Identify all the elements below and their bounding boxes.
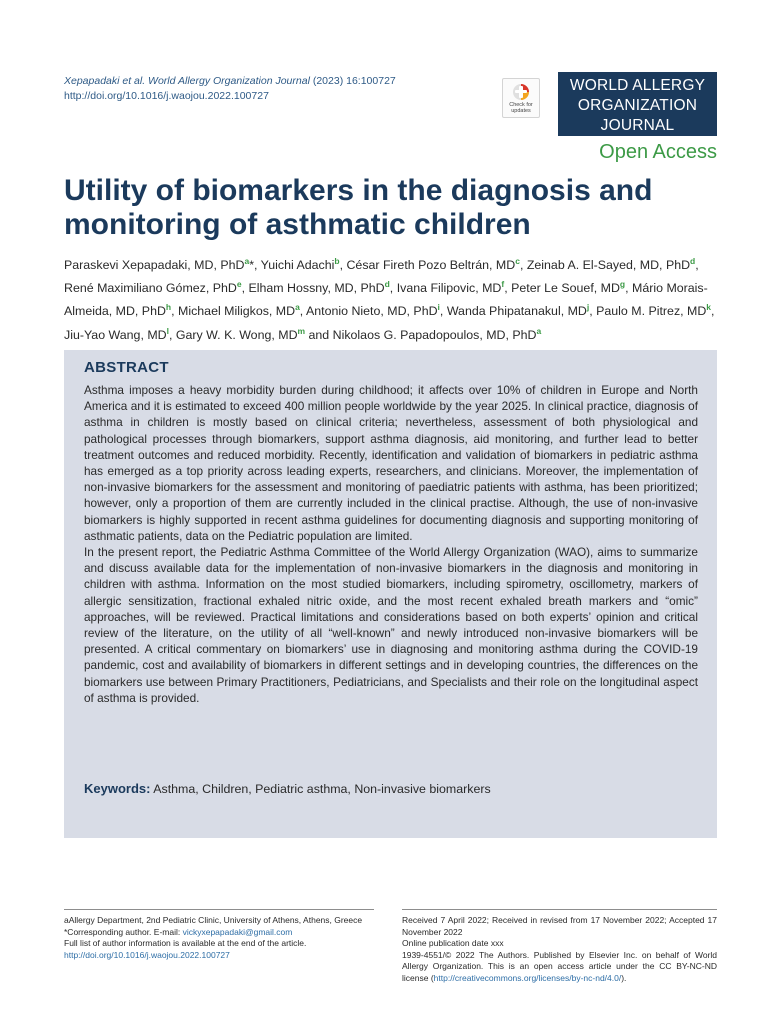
author-name: César Fireth Pozo Beltrán, MD bbox=[346, 258, 516, 273]
keywords-line bbox=[84, 781, 491, 796]
author-affiliation-marker[interactable]: m bbox=[297, 325, 306, 336]
author-separator: , bbox=[168, 327, 176, 342]
author-item bbox=[261, 258, 347, 272]
author-separator: , bbox=[389, 281, 397, 296]
author-name: René Maximiliano Gómez, PhD bbox=[64, 281, 237, 296]
license-note bbox=[402, 950, 717, 985]
author-item bbox=[64, 258, 261, 272]
journal-ref: Xepapadaki et al. World Allergy Organization Journal bbox=[64, 75, 310, 87]
journal-logo[interactable] bbox=[558, 72, 717, 136]
license-end: ). bbox=[621, 972, 627, 983]
author-affiliation-marker[interactable]: l bbox=[166, 325, 169, 336]
crossmark-label: Check for updates bbox=[509, 102, 533, 114]
author-list bbox=[64, 252, 724, 345]
license-text: 1939-4551/© 2022 The Authors. Published by Elsevier Inc. on behalf of World Allergy Organization. This is an open access article under the CC BY-NC-ND license ( bbox=[402, 949, 717, 983]
corresponding-prefix: *Corresponding author. E-mail: bbox=[64, 926, 183, 937]
abstract-box bbox=[64, 350, 717, 838]
footnotes-left bbox=[64, 915, 374, 961]
author-name: Nikolaos G. Papadopoulos, MD, PhD bbox=[332, 327, 537, 342]
abstract-heading: ABSTRACT bbox=[84, 359, 169, 376]
author-item bbox=[332, 325, 542, 342]
author-separator: , bbox=[299, 304, 306, 319]
author-name: Mário Morais-Almeida, MD, PhD bbox=[64, 281, 708, 319]
author-name: Paulo M. Pitrez, MD bbox=[596, 304, 707, 319]
author-item bbox=[178, 304, 306, 318]
author-separator: , bbox=[339, 258, 347, 273]
author-name: Michael Miligkos, MD bbox=[178, 304, 296, 319]
author-name: Peter Le Souef, MD bbox=[511, 281, 620, 296]
author-name: Antonio Nieto, MD, PhD bbox=[306, 304, 438, 319]
keywords-value: Asthma, Children, Pediatric asthma, Non-invasive biomarkers bbox=[153, 782, 491, 796]
author-affiliation-marker[interactable]: j bbox=[586, 302, 590, 313]
author-name: Ivana Filipovic, MD bbox=[396, 281, 502, 296]
doi-link[interactable]: http://doi.org/10.1016/j.waojou.2022.100727 bbox=[64, 90, 269, 102]
year-volume: (2023) 16:100727 bbox=[309, 75, 396, 87]
journal-logo-line1: WORLD ALLERGY bbox=[569, 77, 706, 94]
license-link[interactable]: http://creativecommons.org/licenses/by-nc-nd/4.0/ bbox=[433, 972, 622, 983]
footer-doi-link[interactable]: http://doi.org/10.1016/j.waojou.2022.100727 bbox=[64, 949, 230, 960]
author-item bbox=[248, 281, 396, 295]
author-name: Wanda Phipatanakul, MD bbox=[446, 304, 587, 319]
author-separator: , bbox=[519, 258, 527, 273]
author-separator: , bbox=[171, 304, 179, 319]
crossmark-icon bbox=[511, 83, 531, 101]
author-name: Zeinab A. El-Sayed, MD, PhD bbox=[526, 258, 691, 273]
author-item bbox=[175, 325, 333, 342]
author-name: Gary W. K. Wong, MD bbox=[175, 327, 298, 342]
footnotes-right bbox=[402, 915, 717, 985]
author-item bbox=[447, 304, 596, 318]
abstract-text bbox=[84, 382, 698, 706]
author-item bbox=[346, 258, 526, 272]
received-dates: Received 7 April 2022; Received in revised from 17 November 2022; Accepted 17 November 2022 bbox=[402, 915, 717, 937]
author-affiliation-marker[interactable]: d bbox=[690, 256, 696, 266]
author-affiliation-marker[interactable]: h bbox=[165, 302, 172, 313]
author-item bbox=[596, 304, 714, 318]
author-affiliation-marker[interactable]: f bbox=[501, 279, 505, 290]
author-name: Elham Hossny, MD, PhD bbox=[248, 281, 385, 296]
author-affiliation-marker[interactable]: a bbox=[536, 325, 542, 336]
author-affiliation-marker[interactable]: g bbox=[619, 279, 626, 290]
author-name: Paraskevi Xepapadaki, MD, PhD bbox=[64, 258, 245, 273]
author-separator: , bbox=[695, 258, 699, 273]
abstract-paragraph-2: In the present report, the Pediatric Asthma Committee of the World Allergy Organization (WAO), aims to summarize and discuss available data for the implementation of non-invasive biomarkers in the diagnosis and monitoring in children with asthma. Information on the most studied biomarkers, including spirometry, oscillometry, markers of allergic sensitization, fractional exhaled nitric oxide, and the most recent exhaled breath markers and “omic” approaches, will be reviewed. Practical limitations and considerations based on both experts’ opinion and critical review of the literature, on the utility of all “well-known” and newly introduced non-invasive biomarkers will be presented. A critical commentary on biomarkers’ use in diagnosing and monitoring asthma during the COVID-19 pandemic, cost and availability of biomarkers in different settings and in developing countries, the differences on the biomarkers use between Primary Practitioners, Pediatricians, and Specialists and their role on the longitudinal aspect of asthma is provided. bbox=[84, 545, 698, 705]
corresponding-note bbox=[64, 927, 374, 939]
author-item bbox=[64, 281, 248, 295]
author-separator: *, bbox=[249, 258, 261, 273]
email-link[interactable]: vickyxepapadaki@gmail.com bbox=[182, 926, 293, 937]
author-separator: , bbox=[241, 281, 249, 296]
affiliation-note: aAllergy Department, 2nd Pediatric Clinic, University of Athens, Athens, Greece bbox=[64, 915, 363, 925]
author-item bbox=[306, 304, 447, 318]
journal-logo-line3: JOURNAL bbox=[600, 117, 675, 134]
author-name: Yuichi Adachi bbox=[260, 258, 335, 273]
open-access-label: Open Access bbox=[599, 141, 717, 163]
journal-logo-line2: ORGANIZATION bbox=[577, 97, 698, 114]
author-affiliation-marker[interactable]: k bbox=[706, 302, 712, 313]
footnote-divider-right bbox=[402, 909, 717, 910]
author-affiliation-marker[interactable]: i bbox=[437, 302, 440, 313]
author-affiliation-marker[interactable]: b bbox=[334, 256, 340, 266]
author-item bbox=[527, 258, 699, 272]
author-affiliation-marker[interactable]: e bbox=[236, 279, 242, 290]
author-affiliation-marker[interactable]: c bbox=[515, 256, 520, 266]
author-separator: and bbox=[305, 327, 333, 342]
author-separator: , bbox=[504, 281, 512, 296]
author-item bbox=[397, 281, 511, 295]
footnote-divider-left bbox=[64, 909, 374, 910]
author-affiliation-marker[interactable]: a bbox=[244, 256, 250, 266]
citation-block bbox=[64, 74, 396, 104]
author-separator: , bbox=[589, 304, 597, 319]
author-item bbox=[511, 281, 632, 295]
keywords-label: Keywords: bbox=[84, 781, 151, 796]
author-name: Jiu-Yao Wang, MD bbox=[64, 327, 167, 342]
author-separator: , bbox=[625, 281, 633, 296]
article-title: Utility of biomarkers in the diagnosis and monitoring of asthmatic children bbox=[64, 174, 653, 241]
author-affiliation-marker[interactable]: a bbox=[295, 302, 300, 313]
online-date: Online publication date xxx bbox=[402, 938, 504, 949]
abstract-paragraph-1: Asthma imposes a heavy morbidity burden during childhood; it affects over 10% of children in Europe and North America and it is estimated to exceed 400 million people worldwide by the year 2025. In clinical practice, diagnosis of asthma in children is mostly based on clinical criteria; nevertheless, assessment of both physiological and pathological processes through biomarkers, support asthma diagnosis, aid monitoring, and further lead to better treatment outcomes and reduced morbidity. Recently, identification and validation of biomarkers in pediatric asthma has emerged as a top priority across leading experts, researchers, and clinicians. Moreover, the implementation of non-invasive biomarkers for the assessment and monitoring of paediatric patients with asthma, has been prioritized; however, only a proportion of them are currently included in the clinical practise. Although, the use of non-invasive biomarkers is highly supported in recent asthma guidelines for documenting diagnosis and supporting monitoring of asthmatic patients, data on the Pediatric population are limited. bbox=[84, 383, 698, 543]
author-separator: , bbox=[711, 304, 715, 319]
author-item bbox=[64, 325, 176, 342]
author-separator: , bbox=[439, 304, 447, 319]
check-for-updates-badge[interactable] bbox=[502, 78, 540, 118]
author-affiliation-marker[interactable]: d bbox=[384, 279, 390, 290]
full-list-note: Full list of author information is available at the end of the article. bbox=[64, 938, 307, 949]
